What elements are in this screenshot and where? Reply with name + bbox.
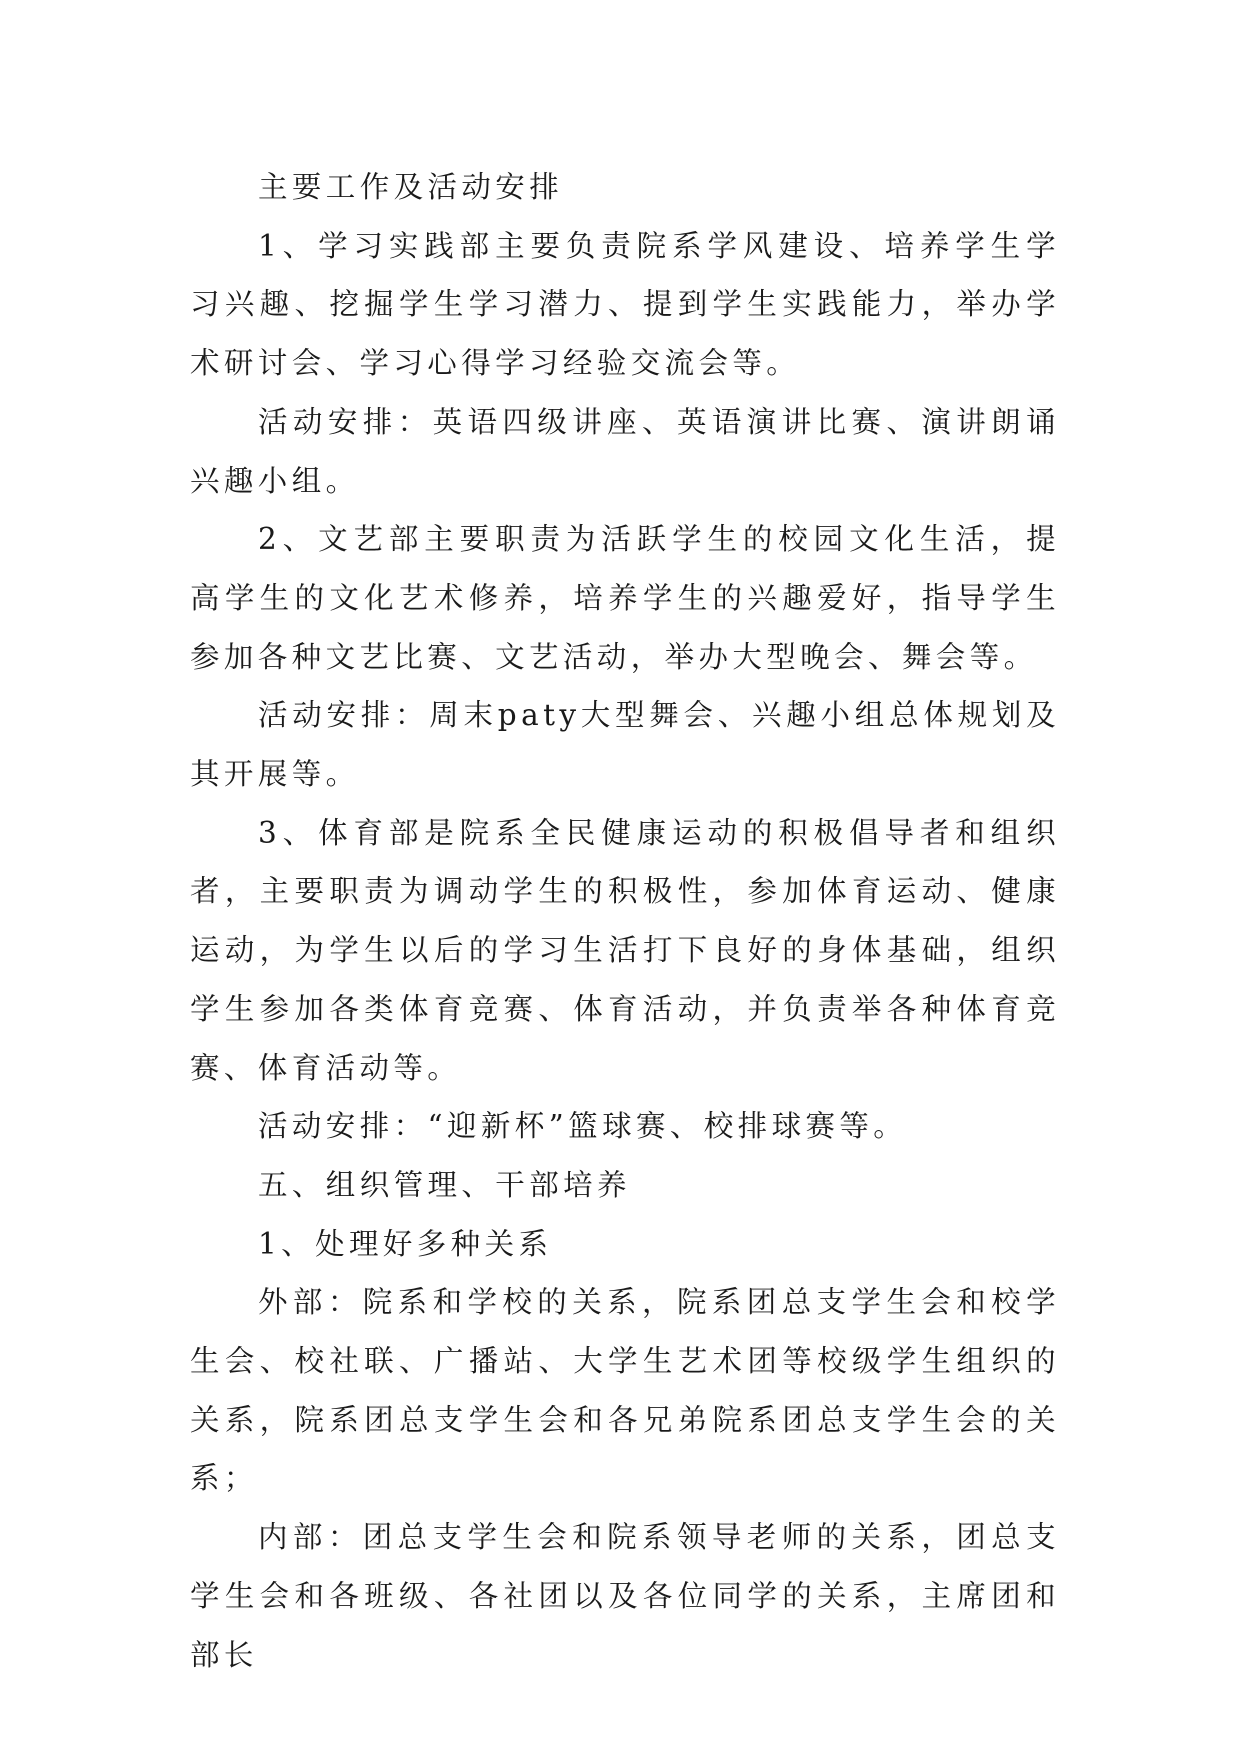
section-heading: 主要工作及活动安排 — [258, 170, 564, 204]
paragraph: 活动安排：英语四级讲座、英语演讲比赛、演讲朗诵兴趣小组。 — [190, 404, 1060, 498]
paragraph: 内部：团总支学生会和院系领导老师的关系，团总支学生会和各班级、各社团以及各位同学的关系，主席团和部长 — [190, 1520, 1060, 1672]
paragraph: 活动安排：周末paty大型舞会、兴趣小组总体规划及其开展等。 — [190, 698, 1060, 792]
paragraph: 2、文艺部主要职责为活跃学生的校园文化生活，提高学生的文化艺术修养，培养学生的兴趣爱好，指导学生参加各种文艺比赛、文艺活动，举办大型晚会、舞会等。 — [190, 522, 1060, 674]
paragraph: 3、体育部是院系全民健康运动的积极倡导者和组织者，主要职责为调动学生的积极性，参加体育运动、健康运动，为学生以后的学习生活打下良好的身体基础，组织学生参加各类体育竞赛、体育活动，并负责举各种体育竞赛、体育活动等。 — [190, 815, 1060, 1085]
sub-heading: 1、处理好多种关系 — [258, 1226, 553, 1261]
paragraph: 1、学习实践部主要负责院系学风建设、培养学生学习兴趣、挖掘学生学习潜力、提到学生实践能力，举办学术研讨会、学习心得学习经验交流会等。 — [190, 228, 1060, 381]
paragraph: 活动安排：“迎新杯”篮球赛、校排球赛等。 — [258, 1109, 908, 1144]
document-body — [190, 158, 1060, 1684]
paragraph: 外部：院系和学校的关系，院系团总支学生会和校学生会、校社联、广播站、大学生艺术团等校级学生组织的关系，院系团总支学生会和各兄弟院系团总支学生会的关系； — [190, 1285, 1060, 1496]
section-heading: 五、组织管理、干部培养 — [258, 1167, 631, 1202]
